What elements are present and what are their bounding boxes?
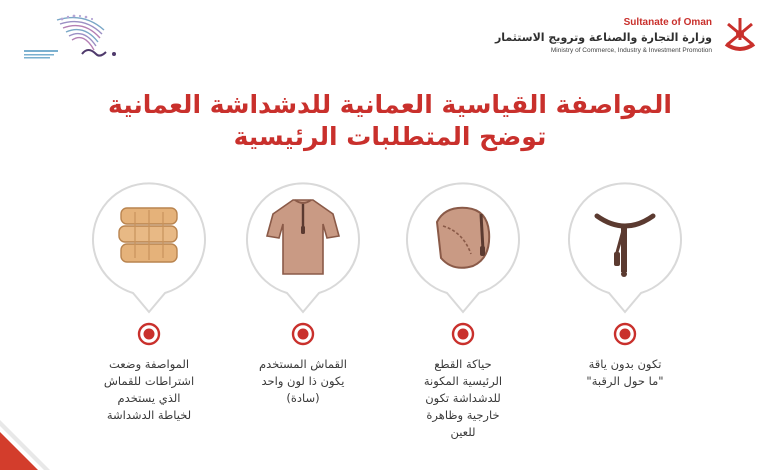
caption-line: الرئيسية المكونة	[423, 374, 503, 388]
oman-vision-logo	[22, 10, 132, 68]
requirement-single-color	[238, 178, 368, 468]
caption-line: تكون بدون ياقة	[588, 357, 662, 371]
requirement-collar	[560, 178, 690, 468]
vision-2040-icon	[22, 10, 132, 68]
caption-line: للدشداشة تكون	[425, 391, 501, 405]
ministry-texts	[495, 17, 712, 54]
caption-line: الذي يستخدم	[117, 391, 181, 405]
red-dot-marker-icon	[137, 322, 161, 346]
caption-line: اشتراطات للقماش	[103, 374, 195, 388]
ministry-name-english: Ministry of Commerce, Industry & Investment Promotion	[550, 46, 712, 54]
red-dot-marker-icon	[613, 322, 637, 346]
caption-line: لخياطة الدشداشة	[106, 408, 192, 422]
requirement-caption	[398, 356, 528, 441]
requirement-caption	[238, 356, 368, 407]
caption-line: (سادة)	[286, 391, 320, 405]
caption-line: خارجية وظاهرة	[426, 408, 500, 422]
requirement-stitching	[398, 178, 528, 468]
fabric-stack-icon	[109, 192, 189, 278]
requirement-fabric	[84, 178, 214, 468]
ministry-name-arabic: وزارة التجارة والصناعة وترويج الاستثمار	[494, 30, 712, 44]
caption-line: يكون ذا لون واحد	[261, 374, 345, 388]
caption-line: حياكة القطع	[434, 357, 492, 371]
collar-icon	[585, 192, 665, 278]
requirement-caption	[84, 356, 214, 424]
caption-line: المواصفة وضعت	[108, 357, 190, 371]
red-dot-marker-icon	[451, 322, 475, 346]
requirement-caption	[560, 356, 690, 390]
caption-line: "ما حول الرقبة"	[586, 374, 664, 388]
caption-line: القماش المستخدم	[258, 357, 348, 371]
caption-line: للعين	[450, 425, 476, 439]
corner-decoration	[0, 410, 60, 470]
fabric-stitching-icon	[423, 192, 503, 278]
dishdasha-icon	[263, 192, 343, 278]
ministry-logo	[495, 14, 760, 56]
red-dot-marker-icon	[291, 322, 315, 346]
oman-emblem-icon	[720, 14, 760, 56]
ministry-sultanate-text: Sultanate of Oman	[623, 16, 712, 28]
page-title-line-1: المواصفة القياسية العمانية للدشداشة العمانية	[108, 90, 672, 119]
page-title-line-2: توضح المتطلبات الرئيسية	[233, 122, 547, 151]
